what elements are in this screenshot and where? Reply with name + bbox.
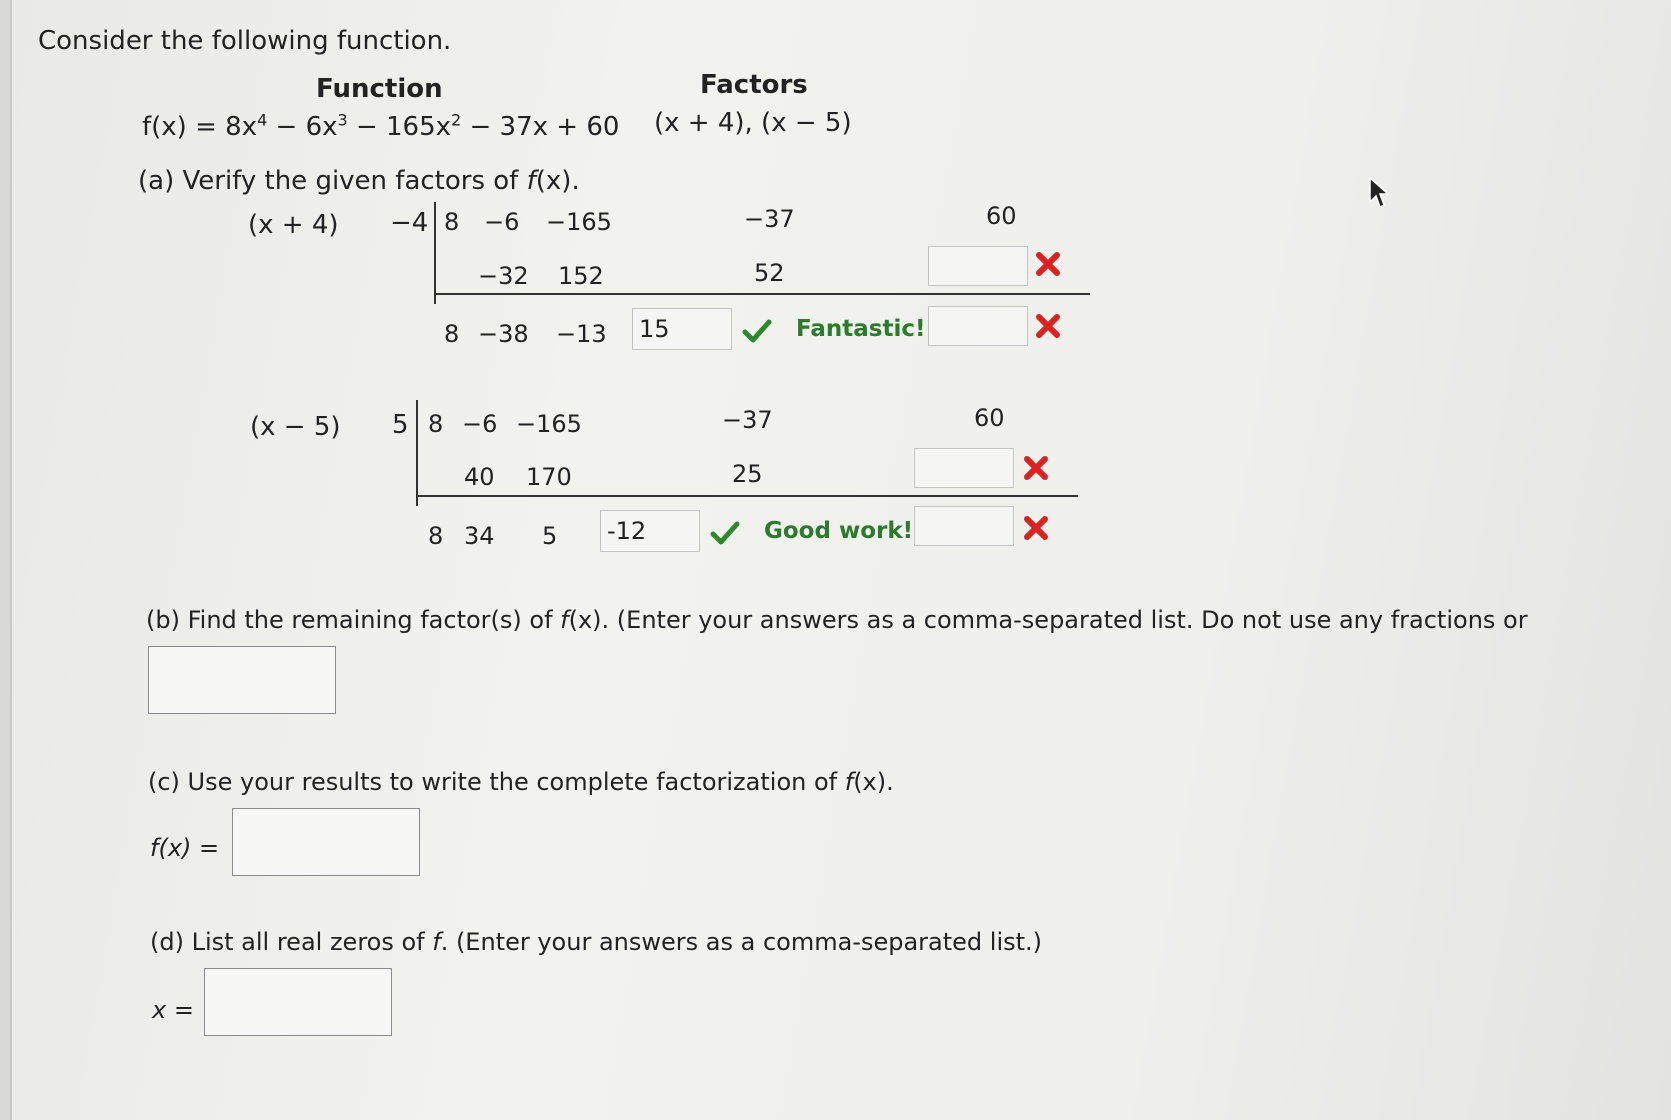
part-c-prompt: (c) Use your results to write the complete factorization of f(x). bbox=[148, 768, 894, 796]
part-d-prompt: (d) List all real zeros of f. (Enter your answers as a comma-separated list.) bbox=[150, 928, 1043, 956]
product-value: 40 bbox=[464, 463, 495, 491]
factorization-label: f(x) = bbox=[150, 834, 220, 862]
zeros-label: x = bbox=[152, 996, 194, 1024]
product-value: −32 bbox=[478, 262, 529, 290]
result-value: 34 bbox=[464, 522, 495, 550]
divisor: 5 bbox=[392, 410, 409, 440]
result-input-1[interactable]: 15 bbox=[632, 308, 732, 350]
result-value: 8 bbox=[428, 522, 444, 550]
x-mark-icon bbox=[1034, 312, 1062, 344]
result-value: 5 bbox=[542, 522, 558, 550]
product-value: 25 bbox=[732, 460, 763, 488]
check-icon bbox=[710, 520, 740, 550]
coefficient: 60 bbox=[986, 202, 1017, 230]
feedback-text: Fantastic! bbox=[796, 316, 926, 342]
coefficient: 60 bbox=[974, 404, 1005, 432]
x-mark-icon bbox=[1034, 250, 1062, 282]
factor-label: (x + 4) bbox=[248, 210, 339, 240]
remainder-input-2[interactable] bbox=[914, 506, 1014, 546]
product-value: 152 bbox=[558, 262, 604, 290]
coefficient: −37 bbox=[744, 205, 795, 233]
x-mark-icon bbox=[1022, 514, 1050, 546]
remainder-input-1[interactable] bbox=[928, 306, 1028, 346]
x-mark-icon bbox=[1022, 454, 1050, 486]
product-value: 52 bbox=[754, 259, 785, 287]
division-bracket bbox=[434, 202, 436, 304]
factors-expression: (x + 4), (x − 5) bbox=[654, 108, 852, 138]
coefficient: −6 bbox=[484, 208, 520, 236]
coefficient: 8 bbox=[444, 208, 460, 236]
product-input-2[interactable] bbox=[914, 448, 1014, 488]
intro-text: Consider the following function. bbox=[38, 26, 452, 56]
coefficient: −6 bbox=[462, 410, 498, 438]
factorization-input[interactable] bbox=[232, 808, 420, 876]
coefficient: 8 bbox=[428, 410, 444, 438]
function-header: Function bbox=[316, 74, 443, 104]
result-value: 8 bbox=[444, 320, 460, 348]
result-value: −13 bbox=[556, 320, 607, 348]
part-b-prompt: (b) Find the remaining factor(s) of f(x). (Enter your answers as a comma-separated list. Do not use any fractions or bbox=[146, 606, 1528, 634]
check-icon bbox=[742, 318, 772, 348]
result-value: −38 bbox=[478, 320, 529, 348]
division-rule bbox=[434, 293, 1090, 295]
remaining-factors-input[interactable] bbox=[148, 646, 336, 714]
function-expression: $f(x) = 8x^4 - 6x^3 - 165x^2 - 37x + 60$ bbox=[142, 110, 620, 142]
factor-label: (x − 5) bbox=[250, 412, 341, 442]
factors-header: Factors bbox=[700, 70, 808, 100]
division-rule bbox=[416, 495, 1078, 497]
product-input-1[interactable] bbox=[928, 246, 1028, 286]
coefficient: −165 bbox=[546, 208, 612, 236]
product-value: 170 bbox=[526, 463, 572, 491]
result-input-2[interactable]: -12 bbox=[600, 510, 700, 552]
cursor-icon bbox=[1368, 176, 1392, 214]
feedback-text: Good work! bbox=[764, 518, 914, 544]
division-bracket bbox=[416, 400, 418, 506]
part-a-prompt: (a) Verify the given factors of f(x). bbox=[138, 166, 580, 196]
zeros-input[interactable] bbox=[204, 968, 392, 1036]
coefficient: −37 bbox=[722, 406, 773, 434]
coefficient: −165 bbox=[516, 410, 582, 438]
problem-page bbox=[10, 0, 1671, 1120]
divisor: −4 bbox=[390, 208, 429, 238]
